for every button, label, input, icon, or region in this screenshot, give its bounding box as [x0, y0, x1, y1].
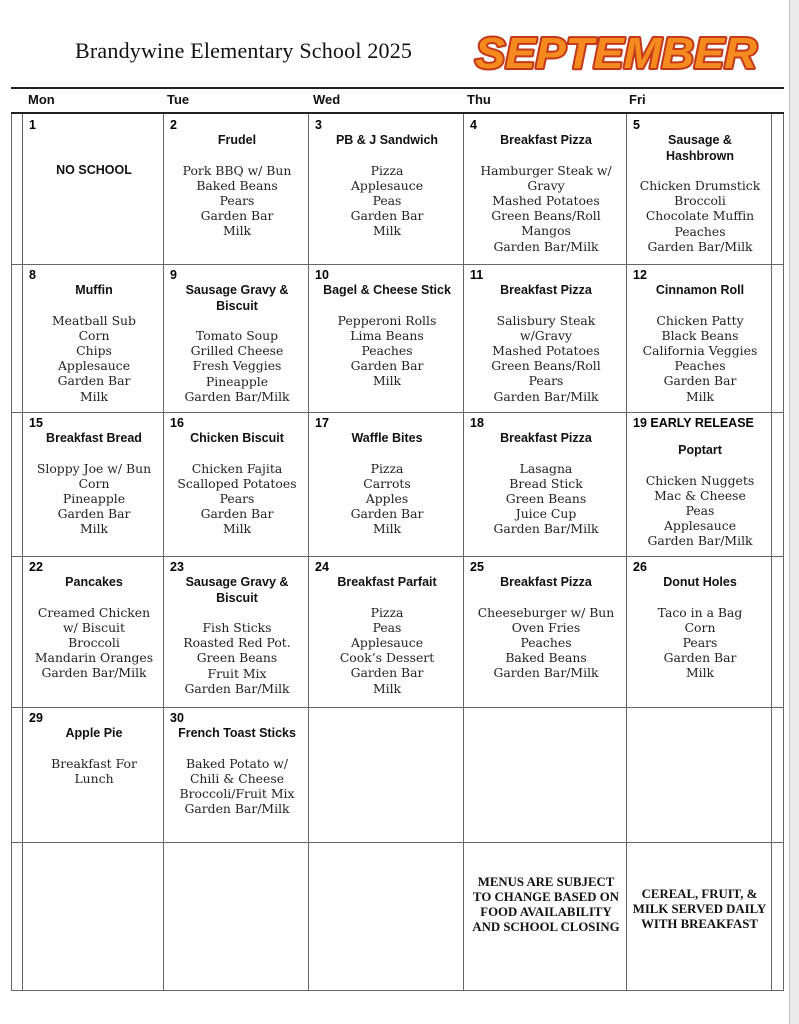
day-date: 19 EARLY RELEASE: [633, 416, 754, 430]
breakfast-notice: CEREAL, FRUIT, & MILK SERVED DAILY WITH BREAKFAST: [632, 887, 767, 931]
day-cell-tue: [164, 557, 308, 696]
menu-item: Green Beans/Roll: [491, 208, 601, 224]
menu-item: Peaches: [520, 634, 572, 650]
day-date: 5: [633, 118, 640, 132]
day-date: 2: [170, 118, 177, 132]
day-date: 26: [633, 560, 647, 574]
breakfast-entree: PB & J Sandwich: [335, 133, 439, 147]
day-cell-fri: [627, 413, 771, 549]
breakfast-entree: Waffle Bites: [351, 431, 423, 445]
menu-item: Milk: [79, 388, 109, 404]
menu-item: Mac & Cheese: [654, 487, 746, 503]
menu-item: Pepperoni Rolls: [337, 312, 437, 328]
menu-item: Chili & Cheese: [189, 770, 285, 786]
grid-line: [163, 114, 164, 991]
day-date: 25: [470, 560, 484, 574]
menu-item: Meatball Sub: [52, 312, 136, 328]
grid-line: [783, 114, 784, 991]
menu-item: Garden Bar/Milk: [647, 533, 753, 549]
day-date: 10: [315, 268, 329, 282]
menu-item: Breakfast For: [51, 755, 137, 771]
menu-item: Peaches: [674, 223, 726, 239]
day-cell-fri: [627, 708, 771, 711]
menu-item: Garden Bar: [350, 358, 424, 374]
day-date: 24: [315, 560, 329, 574]
day-date: 23: [170, 560, 184, 574]
day-date: 4: [470, 118, 477, 132]
menu-item: Mangos: [521, 223, 571, 239]
day-date: 29: [29, 711, 43, 725]
weekday-header-fri: Fri: [629, 92, 646, 107]
header-rule: [11, 87, 784, 89]
menu-item: Grilled Cheese: [190, 343, 284, 359]
menu-item: Garden Bar: [350, 665, 424, 681]
menu-item: Pineapple: [62, 490, 126, 506]
menu-item: Broccoli: [68, 634, 120, 650]
menu-item: Pizza: [370, 162, 404, 178]
menu-item: Pears: [219, 490, 255, 506]
menu-item: Garden Bar: [57, 373, 131, 389]
menu-item: Gravy: [527, 177, 565, 193]
grid-line: [22, 114, 23, 991]
grid-line: [11, 114, 12, 991]
menu-item: Scalloped Potatoes: [177, 475, 297, 491]
day-cell-mon: [23, 413, 163, 537]
day-cell-wed: [309, 557, 463, 696]
breakfast-entree: Pancakes: [65, 575, 123, 589]
menu-item: w/ Biscuit: [62, 619, 125, 635]
menu-change-notice: MENUS ARE SUBJECT TO CHANGE BASED ON FOOD AVAILABILITY AND SCHOOL CLOSING: [472, 875, 620, 934]
day-date: 18: [470, 416, 484, 430]
menu-item: Peaches: [361, 342, 413, 358]
day-cell-tue: [164, 413, 308, 537]
day-cell-wed: [309, 413, 463, 537]
no-school-label: NO SCHOOL: [56, 163, 132, 177]
menu-item: Milk: [372, 373, 402, 389]
menu-item: Pizza: [370, 460, 404, 476]
menu-item: Garden Bar: [57, 506, 131, 522]
menu-item: Chicken Drumstick: [639, 178, 761, 193]
day-date: 30: [170, 711, 184, 725]
day-cell-mon: [23, 115, 163, 178]
menu-item: Garden Bar/Milk: [184, 680, 290, 696]
breakfast-entree: Frudel: [217, 133, 257, 147]
menu-item: Garden Bar/Milk: [493, 521, 599, 537]
menu-item: Taco in a Bag: [657, 604, 743, 620]
breakfast-entree: Breakfast Parfait: [337, 575, 437, 589]
menu-item: Peas: [685, 502, 715, 518]
menu-item: Garden Bar/Milk: [184, 388, 290, 404]
day-cell-wed: [309, 265, 463, 389]
menu-item: Pineapple: [205, 373, 269, 389]
menu-item: Garden Bar: [663, 650, 737, 666]
menu-item: Green Beans: [505, 490, 587, 506]
menu-item: Peas: [372, 619, 402, 635]
grid-line: [308, 114, 309, 991]
day-cell-wed: [309, 115, 463, 239]
menu-item: Roasted Red Pot.: [183, 635, 291, 651]
menu-item: Chicken Patty: [656, 312, 744, 328]
weekday-header-tue: Tue: [167, 92, 190, 107]
menu-item: Creamed Chicken: [37, 604, 151, 620]
menu-item: Mashed Potatoes: [492, 192, 600, 208]
month-logo-text: SEPTEMBER: [475, 29, 758, 78]
day-date: 8: [29, 268, 36, 282]
menu-item: Garden Bar: [350, 506, 424, 522]
breakfast-entree: Sausage Gravy & Biscuit: [185, 575, 289, 605]
day-cell-mon: [23, 557, 163, 681]
menu-item: Pears: [219, 192, 255, 208]
menu-item: Sloppy Joe w/ Bun: [36, 460, 152, 476]
menu-item: Broccoli: [674, 193, 726, 209]
breakfast-entree: Poptart: [678, 443, 722, 457]
menu-item: Chicken Fajita: [191, 460, 283, 476]
day-cell-wed: [309, 708, 463, 711]
menu-item: Cheeseburger w/ Bun: [477, 604, 615, 620]
menu-item: Green Beans: [196, 650, 278, 666]
day-date: 15: [29, 416, 43, 430]
menu-item: Peaches: [674, 358, 726, 374]
menu-item: Garden Bar/Milk: [493, 665, 599, 681]
menu-item: w/Gravy: [520, 327, 572, 343]
breakfast-entree: Sausage & Hashbrown: [665, 133, 735, 163]
grid-line: [11, 990, 784, 991]
menu-item: Lasagna: [519, 460, 573, 476]
breakfast-entree: Breakfast Pizza: [500, 431, 592, 445]
calendar-grid: [11, 114, 784, 991]
menu-item: Applesauce: [57, 358, 131, 374]
day-date: 1: [29, 118, 36, 132]
menu-item: Applesauce: [663, 518, 737, 534]
breakfast-entree: Donut Holes: [663, 575, 737, 589]
menu-item: Apples: [365, 490, 409, 506]
breakfast-entree: French Toast Sticks: [178, 726, 296, 740]
menu-item: Pears: [682, 634, 718, 650]
day-cell-thu: [464, 708, 626, 711]
grid-line: [11, 842, 784, 843]
menu-item: Fresh Veggies: [192, 358, 282, 374]
menu-item: Pizza: [370, 604, 404, 620]
menu-item: Milk: [79, 521, 109, 537]
month-logo: [466, 18, 766, 84]
menu-item: Milk: [372, 680, 402, 696]
menu-item: Garden Bar/Milk: [493, 238, 599, 254]
menu-item: Garden Bar: [200, 506, 274, 522]
weekday-header-thu: Thu: [467, 92, 491, 107]
breakfast-entree: Sausage Gravy & Biscuit: [185, 283, 289, 313]
menu-item: Corn: [78, 475, 110, 491]
menu-item: Broccoli/Fruit Mix: [179, 785, 295, 801]
grid-line: [771, 114, 772, 991]
menu-item: Chocolate Muffin: [645, 208, 755, 224]
menu-item: Cook’s Dessert: [339, 650, 435, 666]
day-cell-mon: [23, 708, 163, 786]
menu-item: California Veggies: [642, 342, 758, 358]
menu-item: Green Beans/Roll: [491, 358, 601, 374]
menu-item: Baked Beans: [505, 650, 587, 666]
breakfast-entree: Apple Pie: [65, 726, 123, 740]
menu-item: Applesauce: [350, 634, 424, 650]
menu-item: Black Beans: [661, 327, 739, 343]
day-cell-thu: [464, 557, 626, 681]
breakfast-entree: Breakfast Bread: [46, 431, 142, 445]
day-cell-fri: [627, 265, 771, 404]
day-date: 22: [29, 560, 43, 574]
breakfast-entree: Chicken Biscuit: [190, 431, 284, 445]
menu-item: Pork BBQ w/ Bun: [182, 162, 292, 178]
menu-item: Milk: [685, 665, 715, 681]
day-cell-tue: [164, 708, 308, 816]
menu-item: Hamburger Steak w/: [480, 162, 612, 178]
menu-item: Chicken Nuggets: [645, 472, 755, 488]
breakfast-entree: Breakfast Pizza: [500, 575, 592, 589]
menu-item: Mandarin Oranges: [34, 650, 154, 666]
menu-item: Garden Bar: [350, 208, 424, 224]
day-cell-fri: [627, 557, 771, 681]
menu-item: Baked Beans: [196, 177, 278, 193]
day-cell-thu: [464, 413, 626, 537]
day-cell-fri: [627, 115, 771, 254]
menu-item: Lunch: [74, 770, 114, 786]
menu-item: Chips: [76, 342, 112, 358]
day-date: 3: [315, 118, 322, 132]
day-date: 11: [470, 268, 484, 282]
menu-item: Garden Bar/Milk: [647, 238, 753, 254]
day-date: 16: [170, 416, 184, 430]
menu-item: Milk: [222, 521, 252, 537]
breakfast-entree: Muffin: [75, 283, 113, 297]
menu-item: Fish Sticks: [202, 620, 272, 635]
menu-item: Pears: [528, 373, 564, 389]
menu-item: Garden Bar: [663, 373, 737, 389]
school-title: Brandywine Elementary School 2025: [75, 38, 413, 63]
menu-item: Lima Beans: [350, 327, 424, 343]
menu-item: Milk: [372, 223, 402, 239]
menu-item: Fruit Mix: [207, 665, 267, 681]
menu-item: Salisbury Steak: [496, 312, 596, 328]
menu-item: Garden Bar/Milk: [184, 801, 290, 817]
menu-item: Applesauce: [350, 177, 424, 193]
breakfast-entree: Cinnamon Roll: [655, 283, 745, 297]
day-date: 12: [633, 268, 647, 282]
breakfast-entree: Breakfast Pizza: [500, 283, 592, 297]
day-cell-tue: [164, 265, 308, 404]
day-cell-tue: [164, 115, 308, 239]
weekday-header-wed: Wed: [313, 92, 341, 107]
menu-item: Corn: [78, 327, 110, 343]
menu-item: Carrots: [363, 475, 411, 491]
menu-item: Milk: [685, 388, 715, 404]
menu-item: Garden Bar/Milk: [41, 665, 147, 681]
menu-item: Oven Fries: [511, 619, 581, 635]
breakfast-entree: Breakfast Pizza: [500, 133, 592, 147]
day-cell-mon: [23, 265, 163, 404]
day-date: 9: [170, 268, 177, 282]
menu-item: Tomato Soup: [195, 328, 279, 343]
menu-item: Baked Potato w/: [185, 755, 289, 771]
menu-item: Corn: [684, 619, 716, 635]
menu-item: Milk: [372, 521, 402, 537]
menu-item: Garden Bar/Milk: [493, 388, 599, 404]
menu-item: Garden Bar: [200, 208, 274, 224]
day-cell-thu: [464, 265, 626, 404]
weekday-header-mon: Mon: [28, 92, 55, 107]
breakfast-entree: Bagel & Cheese Stick: [323, 283, 451, 297]
menu-item: Bread Stick: [509, 475, 583, 491]
menu-item: Milk: [222, 223, 252, 239]
day-date: 17: [315, 416, 329, 430]
menu-item: Juice Cup: [515, 506, 577, 522]
menu-item: Peas: [372, 192, 402, 208]
day-cell-thu: [464, 115, 626, 254]
menu-item: Mashed Potatoes: [492, 342, 600, 358]
